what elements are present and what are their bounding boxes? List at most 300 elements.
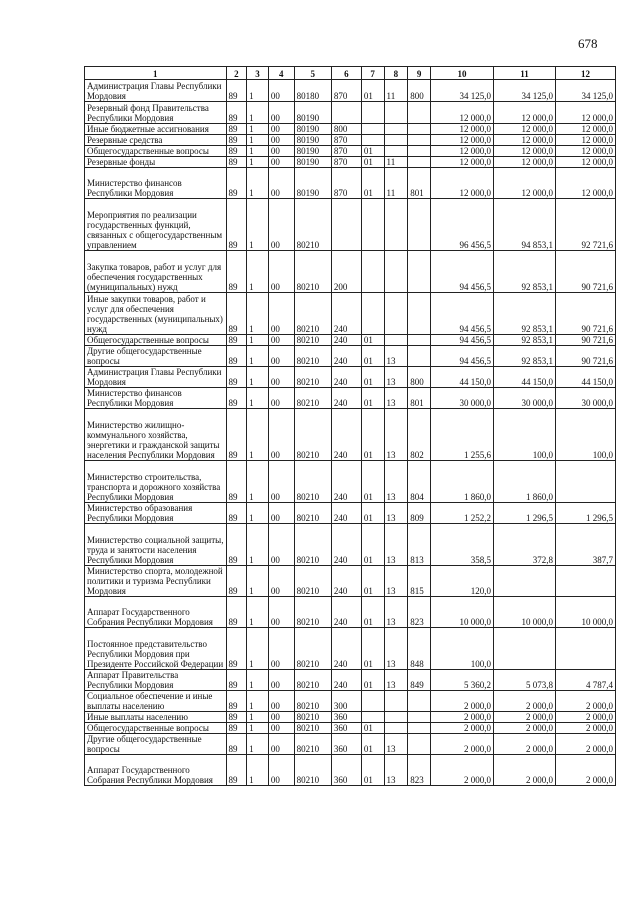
row-code-cell: 870 — [331, 80, 361, 102]
row-name-cell: Министерство жилищно-коммунального хозяйства, энергетики и гражданской защиты населения Республики Мордовия — [85, 409, 227, 461]
row-value-cell: 2 000,0 — [556, 755, 616, 786]
row-code-cell — [361, 102, 384, 124]
row-code-cell — [384, 691, 408, 712]
row-code-cell: 80210 — [294, 346, 331, 367]
row-code-cell: 360 — [331, 723, 361, 734]
row-name-cell: Администрация Главы Республики Мордовия — [85, 80, 227, 102]
row-value-cell: 12 000,0 — [431, 102, 494, 124]
row-code-cell: 00 — [268, 503, 294, 524]
row-name-cell: Министерство финансов Республики Мордовия — [85, 168, 227, 199]
row-code-cell — [361, 691, 384, 712]
row-value-cell: 92 721,6 — [556, 199, 616, 251]
row-code-cell — [408, 135, 431, 146]
table-row — [85, 124, 616, 135]
row-code-cell: 01 — [361, 157, 384, 168]
row-code-cell: 80210 — [294, 734, 331, 755]
row-code-cell — [361, 124, 384, 135]
header-row — [85, 67, 616, 80]
row-code-cell: 00 — [268, 168, 294, 199]
row-code-cell: 11 — [384, 80, 408, 102]
row-code-cell: 13 — [384, 566, 408, 597]
row-code-cell: 1 — [247, 102, 269, 124]
row-name-cell: Закупка товаров, работ и услуг для обеспечения государственных (муниципальных) нужд — [85, 251, 227, 293]
row-value-cell — [494, 566, 556, 597]
row-value-cell: 92 853,1 — [494, 335, 556, 346]
row-code-cell — [408, 124, 431, 135]
row-value-cell: 358,5 — [431, 524, 494, 566]
table-row — [85, 691, 616, 712]
row-code-cell: 1 — [247, 168, 269, 199]
row-code-cell: 80210 — [294, 566, 331, 597]
header-cell: 2 — [226, 67, 247, 80]
row-code-cell: 01 — [361, 597, 384, 628]
row-code-cell: 01 — [361, 367, 384, 388]
row-code-cell: 01 — [361, 503, 384, 524]
row-code-cell: 870 — [331, 135, 361, 146]
row-code-cell: 89 — [226, 293, 247, 335]
row-code-cell: 13 — [384, 628, 408, 670]
row-code-cell: 80210 — [294, 712, 331, 723]
row-code-cell: 89 — [226, 409, 247, 461]
row-code-cell — [408, 146, 431, 157]
row-code-cell: 80210 — [294, 461, 331, 503]
row-code-cell: 13 — [384, 524, 408, 566]
row-value-cell: 12 000,0 — [494, 146, 556, 157]
header-cell: 5 — [294, 67, 331, 80]
row-code-cell: 1 — [247, 346, 269, 367]
row-code-cell: 848 — [408, 628, 431, 670]
table-row — [85, 597, 616, 628]
row-value-cell: 2 000,0 — [431, 723, 494, 734]
row-code-cell: 01 — [361, 755, 384, 786]
row-value-cell: 2 000,0 — [556, 712, 616, 723]
row-code-cell — [384, 199, 408, 251]
page-number: 678 — [578, 36, 598, 51]
row-code-cell: 300 — [331, 691, 361, 712]
row-name-cell: Администрация Главы Республики Мордовия — [85, 367, 227, 388]
row-code-cell: 870 — [331, 157, 361, 168]
row-code-cell: 00 — [268, 102, 294, 124]
row-value-cell: 2 000,0 — [494, 723, 556, 734]
row-code-cell: 89 — [226, 168, 247, 199]
row-code-cell: 89 — [226, 755, 247, 786]
row-value-cell: 12 000,0 — [556, 157, 616, 168]
row-value-cell: 1 296,5 — [494, 503, 556, 524]
row-code-cell: 89 — [226, 712, 247, 723]
table-row — [85, 670, 616, 691]
row-code-cell: 13 — [384, 503, 408, 524]
row-code-cell — [384, 335, 408, 346]
row-code-cell: 1 — [247, 628, 269, 670]
row-value-cell: 1 296,5 — [556, 503, 616, 524]
row-code-cell: 01 — [361, 734, 384, 755]
row-value-cell: 12 000,0 — [431, 124, 494, 135]
row-code-cell: 240 — [331, 461, 361, 503]
row-code-cell: 89 — [226, 691, 247, 712]
row-code-cell: 80210 — [294, 251, 331, 293]
row-code-cell: 800 — [408, 367, 431, 388]
table-row — [85, 566, 616, 597]
row-code-cell: 809 — [408, 503, 431, 524]
row-value-cell: 2 000,0 — [556, 734, 616, 755]
row-code-cell: 00 — [268, 157, 294, 168]
row-code-cell — [408, 199, 431, 251]
row-code-cell — [331, 199, 361, 251]
header-cell: 7 — [361, 67, 384, 80]
row-code-cell: 240 — [331, 566, 361, 597]
row-value-cell: 12 000,0 — [494, 124, 556, 135]
row-code-cell: 89 — [226, 346, 247, 367]
table-row — [85, 461, 616, 503]
row-code-cell: 89 — [226, 199, 247, 251]
header-cell: 4 — [268, 67, 294, 80]
header-cell: 8 — [384, 67, 408, 80]
table-row — [85, 335, 616, 346]
row-value-cell: 12 000,0 — [556, 168, 616, 199]
table-row — [85, 157, 616, 168]
row-code-cell: 80210 — [294, 670, 331, 691]
row-code-cell: 00 — [268, 628, 294, 670]
row-code-cell: 00 — [268, 293, 294, 335]
row-value-cell: 94 456,5 — [431, 293, 494, 335]
row-code-cell: 01 — [361, 524, 384, 566]
row-code-cell: 89 — [226, 146, 247, 157]
table-row — [85, 135, 616, 146]
row-code-cell: 240 — [331, 628, 361, 670]
row-value-cell: 92 853,1 — [494, 293, 556, 335]
row-code-cell: 00 — [268, 409, 294, 461]
row-name-cell: Аппарат Государственного Собрания Республики Мордовия — [85, 755, 227, 786]
row-code-cell: 01 — [361, 168, 384, 199]
row-value-cell: 100,0 — [494, 409, 556, 461]
row-value-cell: 92 853,1 — [494, 251, 556, 293]
row-code-cell: 01 — [361, 335, 384, 346]
row-code-cell: 1 — [247, 566, 269, 597]
row-code-cell: 80210 — [294, 755, 331, 786]
row-code-cell: 00 — [268, 524, 294, 566]
row-value-cell: 30 000,0 — [431, 388, 494, 409]
row-code-cell — [361, 712, 384, 723]
row-code-cell: 89 — [226, 102, 247, 124]
row-code-cell: 01 — [361, 388, 384, 409]
row-code-cell: 13 — [384, 670, 408, 691]
row-code-cell — [408, 691, 431, 712]
row-name-cell: Аппарат Правительства Республики Мордовия — [85, 670, 227, 691]
row-code-cell: 89 — [226, 135, 247, 146]
row-value-cell: 12 000,0 — [431, 135, 494, 146]
row-code-cell: 870 — [331, 146, 361, 157]
row-code-cell: 823 — [408, 755, 431, 786]
row-code-cell: 823 — [408, 597, 431, 628]
row-code-cell: 360 — [331, 755, 361, 786]
row-code-cell: 89 — [226, 124, 247, 135]
row-value-cell: 4 787,4 — [556, 670, 616, 691]
row-code-cell: 80210 — [294, 293, 331, 335]
row-value-cell — [556, 566, 616, 597]
row-code-cell: 80210 — [294, 367, 331, 388]
header-cell: 3 — [247, 67, 269, 80]
row-value-cell: 90 721,6 — [556, 346, 616, 367]
row-name-cell: Министерство спорта, молодежной политики и туризма Республики Мордовия — [85, 566, 227, 597]
row-code-cell: 01 — [361, 670, 384, 691]
row-code-cell: 80210 — [294, 524, 331, 566]
row-code-cell: 00 — [268, 80, 294, 102]
row-code-cell: 801 — [408, 168, 431, 199]
row-value-cell: 1 252,2 — [431, 503, 494, 524]
table-row — [85, 503, 616, 524]
row-code-cell: 80210 — [294, 199, 331, 251]
header-cell: 1 — [85, 67, 227, 80]
table-row — [85, 723, 616, 734]
row-code-cell: 13 — [384, 461, 408, 503]
row-code-cell: 01 — [361, 628, 384, 670]
row-code-cell: 89 — [226, 670, 247, 691]
row-code-cell: 01 — [361, 346, 384, 367]
row-code-cell: 240 — [331, 346, 361, 367]
row-code-cell: 801 — [408, 388, 431, 409]
row-code-cell: 00 — [268, 734, 294, 755]
row-value-cell: 30 000,0 — [556, 388, 616, 409]
row-code-cell — [384, 293, 408, 335]
row-code-cell: 1 — [247, 157, 269, 168]
row-value-cell: 2 000,0 — [494, 755, 556, 786]
row-value-cell: 120,0 — [431, 566, 494, 597]
row-name-cell: Другие общегосударственные вопросы — [85, 734, 227, 755]
row-code-cell: 00 — [268, 597, 294, 628]
row-value-cell: 30 000,0 — [494, 388, 556, 409]
table-row — [85, 409, 616, 461]
row-value-cell: 2 000,0 — [431, 734, 494, 755]
row-value-cell: 90 721,6 — [556, 251, 616, 293]
row-name-cell: Резервные фонды — [85, 157, 227, 168]
row-code-cell — [384, 124, 408, 135]
row-name-cell: Постоянное представительство Республики Мордовия при Президенте Российской Федерации — [85, 628, 227, 670]
row-code-cell: 849 — [408, 670, 431, 691]
row-value-cell: 2 000,0 — [431, 755, 494, 786]
row-code-cell: 89 — [226, 157, 247, 168]
row-code-cell: 1 — [247, 755, 269, 786]
table-row — [85, 388, 616, 409]
row-code-cell: 80210 — [294, 597, 331, 628]
row-code-cell: 00 — [268, 335, 294, 346]
row-code-cell: 80190 — [294, 135, 331, 146]
row-code-cell — [408, 712, 431, 723]
row-name-cell: Другие общегосударственные вопросы — [85, 346, 227, 367]
row-name-cell: Министерство строительства, транспорта и дорожного хозяйства Республики Мордовия — [85, 461, 227, 503]
table-row — [85, 628, 616, 670]
row-code-cell — [331, 102, 361, 124]
row-value-cell: 100,0 — [556, 409, 616, 461]
row-code-cell: 80210 — [294, 691, 331, 712]
row-value-cell — [556, 628, 616, 670]
row-value-cell: 34 125,0 — [494, 80, 556, 102]
row-code-cell: 240 — [331, 367, 361, 388]
row-code-cell: 89 — [226, 734, 247, 755]
row-code-cell: 00 — [268, 723, 294, 734]
row-code-cell: 13 — [384, 367, 408, 388]
row-name-cell: Иные бюджетные ассигнования — [85, 124, 227, 135]
row-value-cell: 2 000,0 — [494, 712, 556, 723]
row-code-cell — [384, 102, 408, 124]
row-code-cell: 80190 — [294, 146, 331, 157]
row-value-cell: 44 150,0 — [431, 367, 494, 388]
row-code-cell: 01 — [361, 409, 384, 461]
row-code-cell: 89 — [226, 524, 247, 566]
row-code-cell: 00 — [268, 199, 294, 251]
row-code-cell — [361, 199, 384, 251]
row-code-cell: 1 — [247, 293, 269, 335]
row-code-cell: 1 — [247, 367, 269, 388]
header-cell: 10 — [431, 67, 494, 80]
row-value-cell: 12 000,0 — [431, 146, 494, 157]
row-value-cell: 44 150,0 — [556, 367, 616, 388]
row-code-cell: 13 — [384, 597, 408, 628]
row-name-cell: Общегосударственные вопросы — [85, 146, 227, 157]
row-code-cell: 1 — [247, 80, 269, 102]
row-code-cell: 1 — [247, 734, 269, 755]
table-row — [85, 734, 616, 755]
row-code-cell: 01 — [361, 146, 384, 157]
row-code-cell: 00 — [268, 367, 294, 388]
row-code-cell: 01 — [361, 80, 384, 102]
row-code-cell: 80190 — [294, 168, 331, 199]
row-code-cell: 00 — [268, 712, 294, 723]
row-code-cell: 80190 — [294, 102, 331, 124]
row-code-cell: 89 — [226, 388, 247, 409]
row-value-cell: 94 456,5 — [431, 335, 494, 346]
row-code-cell: 13 — [384, 409, 408, 461]
row-code-cell — [408, 734, 431, 755]
row-value-cell: 12 000,0 — [494, 135, 556, 146]
row-code-cell — [408, 723, 431, 734]
row-value-cell: 94 853,1 — [494, 199, 556, 251]
row-code-cell: 240 — [331, 503, 361, 524]
row-code-cell: 01 — [361, 566, 384, 597]
row-code-cell: 240 — [331, 524, 361, 566]
row-code-cell: 11 — [384, 168, 408, 199]
row-code-cell: 240 — [331, 293, 361, 335]
row-value-cell: 12 000,0 — [431, 157, 494, 168]
row-value-cell: 12 000,0 — [494, 168, 556, 199]
row-value-cell — [494, 628, 556, 670]
row-code-cell: 89 — [226, 597, 247, 628]
row-code-cell: 1 — [247, 461, 269, 503]
row-code-cell: 80210 — [294, 388, 331, 409]
table-body — [85, 80, 616, 786]
row-value-cell: 1 255,6 — [431, 409, 494, 461]
row-code-cell: 80210 — [294, 335, 331, 346]
table-row — [85, 80, 616, 102]
row-value-cell: 2 000,0 — [494, 734, 556, 755]
row-value-cell: 94 456,5 — [431, 346, 494, 367]
row-value-cell: 12 000,0 — [556, 146, 616, 157]
row-value-cell: 100,0 — [431, 628, 494, 670]
row-value-cell: 12 000,0 — [556, 102, 616, 124]
row-code-cell: 800 — [408, 80, 431, 102]
table-row — [85, 524, 616, 566]
row-code-cell: 00 — [268, 755, 294, 786]
row-name-cell: Министерство финансов Республики Мордовия — [85, 388, 227, 409]
row-name-cell: Министерство социальной защиты, труда и занятости населения Республики Мордовия — [85, 524, 227, 566]
row-value-cell: 94 456,5 — [431, 251, 494, 293]
row-code-cell: 1 — [247, 124, 269, 135]
row-code-cell: 870 — [331, 168, 361, 199]
row-value-cell: 10 000,0 — [431, 597, 494, 628]
row-value-cell: 10 000,0 — [494, 597, 556, 628]
row-code-cell: 1 — [247, 409, 269, 461]
row-code-cell: 1 — [247, 723, 269, 734]
row-code-cell: 1 — [247, 691, 269, 712]
row-value-cell: 387,7 — [556, 524, 616, 566]
row-code-cell: 1 — [247, 712, 269, 723]
row-code-cell: 11 — [384, 157, 408, 168]
row-code-cell: 80210 — [294, 503, 331, 524]
row-value-cell: 10 000,0 — [556, 597, 616, 628]
row-code-cell: 1 — [247, 503, 269, 524]
row-code-cell: 00 — [268, 124, 294, 135]
row-name-cell: Мероприятия по реализации государственных функций, связанных с общегосударственным управлением — [85, 199, 227, 251]
row-code-cell: 89 — [226, 367, 247, 388]
row-value-cell: 2 000,0 — [494, 691, 556, 712]
row-code-cell: 89 — [226, 723, 247, 734]
row-value-cell: 1 860,0 — [494, 461, 556, 503]
table-row — [85, 199, 616, 251]
table-row — [85, 712, 616, 723]
row-code-cell: 89 — [226, 628, 247, 670]
row-value-cell: 12 000,0 — [494, 157, 556, 168]
row-code-cell: 00 — [268, 346, 294, 367]
row-value-cell: 44 150,0 — [494, 367, 556, 388]
row-value-cell: 2 000,0 — [431, 691, 494, 712]
row-code-cell: 00 — [268, 670, 294, 691]
row-code-cell: 01 — [361, 723, 384, 734]
row-code-cell: 80210 — [294, 628, 331, 670]
row-code-cell: 1 — [247, 335, 269, 346]
row-code-cell — [408, 102, 431, 124]
table-row — [85, 146, 616, 157]
row-value-cell: 2 000,0 — [431, 712, 494, 723]
header-cell: 12 — [556, 67, 616, 80]
row-code-cell: 01 — [361, 461, 384, 503]
row-name-cell: Иные закупки товаров, работ и услуг для обеспечения государственных (муниципальных) нужд — [85, 293, 227, 335]
row-code-cell — [408, 293, 431, 335]
row-value-cell: 2 000,0 — [556, 723, 616, 734]
row-code-cell: 13 — [384, 734, 408, 755]
row-value-cell: 12 000,0 — [431, 168, 494, 199]
row-code-cell — [384, 251, 408, 293]
row-name-cell: Аппарат Государственного Собрания Республики Мордовия — [85, 597, 227, 628]
row-code-cell: 89 — [226, 566, 247, 597]
table-row — [85, 346, 616, 367]
row-value-cell: 96 456,5 — [431, 199, 494, 251]
table-row — [85, 168, 616, 199]
row-code-cell — [408, 251, 431, 293]
row-name-cell: Иные выплаты населению — [85, 712, 227, 723]
row-code-cell — [361, 135, 384, 146]
row-code-cell: 89 — [226, 80, 247, 102]
row-code-cell: 89 — [226, 503, 247, 524]
row-code-cell: 815 — [408, 566, 431, 597]
row-code-cell: 1 — [247, 146, 269, 157]
row-code-cell: 240 — [331, 597, 361, 628]
row-code-cell: 80190 — [294, 124, 331, 135]
row-value-cell: 92 853,1 — [494, 346, 556, 367]
row-code-cell: 80210 — [294, 723, 331, 734]
row-code-cell: 1 — [247, 524, 269, 566]
row-code-cell: 89 — [226, 461, 247, 503]
row-code-cell: 13 — [384, 346, 408, 367]
row-code-cell: 1 — [247, 135, 269, 146]
